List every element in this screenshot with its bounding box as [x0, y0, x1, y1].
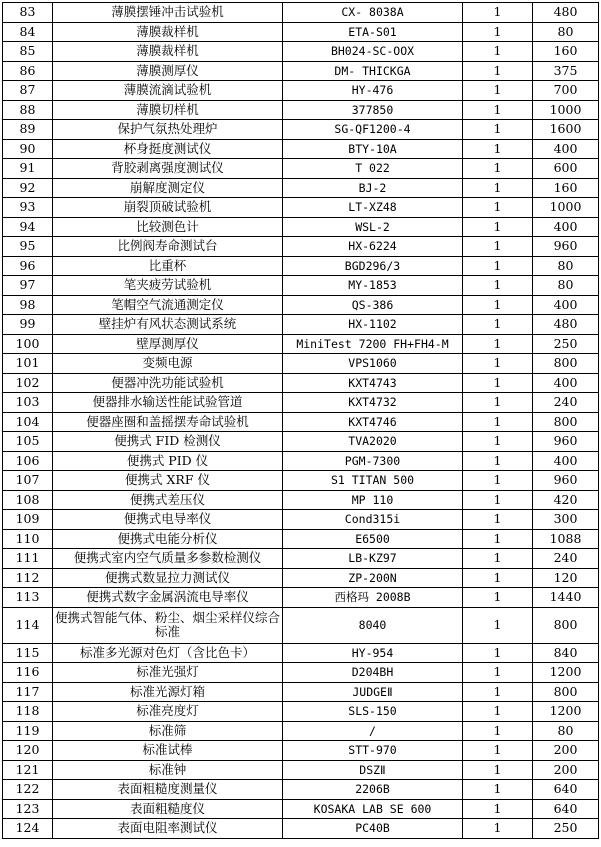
model-cell: LT-XZ48 [283, 198, 463, 218]
row-number-cell: 103 [3, 393, 53, 413]
model-cell: E6500 [283, 529, 463, 549]
price-cell: 160 [533, 42, 599, 62]
model-cell: BTY-10A [283, 139, 463, 159]
price-cell: 1000 [533, 100, 599, 120]
table-row [3, 42, 599, 62]
equipment-name-cell: 便携式电导率仪 [53, 510, 283, 530]
price-cell: 1000 [533, 198, 599, 218]
table-row [3, 198, 599, 218]
price-cell: 120 [533, 568, 599, 588]
price-cell: 800 [533, 607, 599, 643]
price-cell: 400 [533, 451, 599, 471]
equipment-name-cell: 便器座圈和盖摇摆寿命试验机 [53, 412, 283, 432]
price-cell: 200 [533, 741, 599, 761]
price-cell: 200 [533, 760, 599, 780]
quantity-cell: 1 [463, 393, 533, 413]
model-cell: WSL-2 [283, 217, 463, 237]
equipment-table [2, 2, 599, 839]
quantity-cell: 1 [463, 42, 533, 62]
table-row [3, 217, 599, 237]
table-row [3, 159, 599, 179]
model-cell: T 022 [283, 159, 463, 179]
row-number-cell: 113 [3, 588, 53, 608]
table-row [3, 354, 599, 374]
quantity-cell: 1 [463, 256, 533, 276]
row-number-cell: 88 [3, 100, 53, 120]
price-cell: 240 [533, 549, 599, 569]
equipment-name-cell: 便携式 PID 仪 [53, 451, 283, 471]
model-cell: DM- THICKGA [283, 61, 463, 81]
equipment-name-cell: 便携式电能分析仪 [53, 529, 283, 549]
row-number-cell: 111 [3, 549, 53, 569]
equipment-name-cell: 壁厚测厚仪 [53, 334, 283, 354]
row-number-cell: 117 [3, 682, 53, 702]
quantity-cell: 1 [463, 100, 533, 120]
model-cell: BJ-2 [283, 178, 463, 198]
quantity-cell: 1 [463, 334, 533, 354]
quantity-cell: 1 [463, 682, 533, 702]
model-cell: 2206B [283, 780, 463, 800]
table-row [3, 799, 599, 819]
table-row [3, 61, 599, 81]
quantity-cell: 1 [463, 237, 533, 257]
quantity-cell: 1 [463, 819, 533, 839]
row-number-cell: 95 [3, 237, 53, 257]
quantity-cell: 1 [463, 510, 533, 530]
model-cell: MP 110 [283, 490, 463, 510]
model-cell: PC40B [283, 819, 463, 839]
equipment-name-cell: 薄膜裁样机 [53, 42, 283, 62]
model-cell: / [283, 721, 463, 741]
row-number-cell: 89 [3, 120, 53, 140]
table-row [3, 276, 599, 296]
price-cell: 960 [533, 432, 599, 452]
price-cell: 1088 [533, 529, 599, 549]
price-cell: 1440 [533, 588, 599, 608]
row-number-cell: 96 [3, 256, 53, 276]
model-cell: 8040 [283, 607, 463, 643]
row-number-cell: 104 [3, 412, 53, 432]
quantity-cell: 1 [463, 799, 533, 819]
quantity-cell: 1 [463, 702, 533, 722]
price-cell: 300 [533, 510, 599, 530]
quantity-cell: 1 [463, 412, 533, 432]
row-number-cell: 114 [3, 607, 53, 643]
model-cell: HY-954 [283, 643, 463, 663]
price-cell: 375 [533, 61, 599, 81]
table-row [3, 510, 599, 530]
price-cell: 700 [533, 81, 599, 101]
price-cell: 400 [533, 139, 599, 159]
equipment-name-cell: 比例阀寿命测试台 [53, 237, 283, 257]
quantity-cell: 1 [463, 159, 533, 179]
equipment-name-cell: 标准试棒 [53, 741, 283, 761]
model-cell: TVA2020 [283, 432, 463, 452]
quantity-cell: 1 [463, 588, 533, 608]
table-row [3, 588, 599, 608]
quantity-cell: 1 [463, 178, 533, 198]
table-row [3, 663, 599, 683]
quantity-cell: 1 [463, 432, 533, 452]
price-cell: 1200 [533, 702, 599, 722]
model-cell: KXT4743 [283, 373, 463, 393]
equipment-name-cell: 便携式差压仪 [53, 490, 283, 510]
table-row [3, 120, 599, 140]
quantity-cell: 1 [463, 780, 533, 800]
quantity-cell: 1 [463, 741, 533, 761]
price-cell: 600 [533, 159, 599, 179]
equipment-name-cell: 便携式数字金属涡流电导率仪 [53, 588, 283, 608]
quantity-cell: 1 [463, 529, 533, 549]
equipment-name-cell: 笔帽空气流通测定仪 [53, 295, 283, 315]
model-cell: SG-QF1200-4 [283, 120, 463, 140]
row-number-cell: 91 [3, 159, 53, 179]
table-row [3, 373, 599, 393]
model-cell: 377850 [283, 100, 463, 120]
equipment-name-cell: 便携式智能气体、粉尘、烟尘采样仪综合标准 [53, 607, 283, 643]
model-cell: HY-476 [283, 81, 463, 101]
quantity-cell: 1 [463, 61, 533, 81]
equipment-name-cell: 薄膜测厚仪 [53, 61, 283, 81]
row-number-cell: 107 [3, 471, 53, 491]
model-cell: PGM-7300 [283, 451, 463, 471]
equipment-name-cell: 表面粗糙度测量仪 [53, 780, 283, 800]
equipment-name-cell: 笔夹疲劳试验机 [53, 276, 283, 296]
row-number-cell: 102 [3, 373, 53, 393]
equipment-name-cell: 保护气氛热处理炉 [53, 120, 283, 140]
table-row [3, 451, 599, 471]
price-cell: 800 [533, 354, 599, 374]
equipment-name-cell: 便携式数显拉力测试仪 [53, 568, 283, 588]
row-number-cell: 100 [3, 334, 53, 354]
row-number-cell: 112 [3, 568, 53, 588]
quantity-cell: 1 [463, 295, 533, 315]
equipment-name-cell: 便携式 XRF 仪 [53, 471, 283, 491]
price-cell: 960 [533, 237, 599, 257]
model-cell: DSZⅡ [283, 760, 463, 780]
quantity-cell: 1 [463, 217, 533, 237]
model-cell: QS-386 [283, 295, 463, 315]
quantity-cell: 1 [463, 354, 533, 374]
equipment-table-body [3, 3, 599, 839]
row-number-cell: 83 [3, 3, 53, 23]
quantity-cell: 1 [463, 760, 533, 780]
equipment-name-cell: 背胶剥离强度测试仪 [53, 159, 283, 179]
price-cell: 400 [533, 295, 599, 315]
row-number-cell: 123 [3, 799, 53, 819]
row-number-cell: 97 [3, 276, 53, 296]
row-number-cell: 119 [3, 721, 53, 741]
price-cell: 80 [533, 22, 599, 42]
row-number-cell: 98 [3, 295, 53, 315]
model-cell: STT-970 [283, 741, 463, 761]
table-row [3, 412, 599, 432]
row-number-cell: 94 [3, 217, 53, 237]
model-cell: SLS-150 [283, 702, 463, 722]
price-cell: 480 [533, 315, 599, 335]
equipment-name-cell: 薄膜流滴试验机 [53, 81, 283, 101]
price-cell: 240 [533, 393, 599, 413]
table-row [3, 178, 599, 198]
quantity-cell: 1 [463, 3, 533, 23]
quantity-cell: 1 [463, 451, 533, 471]
quantity-cell: 1 [463, 120, 533, 140]
quantity-cell: 1 [463, 22, 533, 42]
equipment-name-cell: 便器冲洗功能试验机 [53, 373, 283, 393]
quantity-cell: 1 [463, 568, 533, 588]
table-row [3, 237, 599, 257]
table-row [3, 529, 599, 549]
model-cell: ETA-S01 [283, 22, 463, 42]
table-row [3, 607, 599, 643]
price-cell: 250 [533, 819, 599, 839]
quantity-cell: 1 [463, 276, 533, 296]
table-row [3, 256, 599, 276]
model-cell: BH024-SC-OOX [283, 42, 463, 62]
quantity-cell: 1 [463, 721, 533, 741]
price-cell: 640 [533, 780, 599, 800]
table-row [3, 490, 599, 510]
quantity-cell: 1 [463, 490, 533, 510]
price-cell: 800 [533, 682, 599, 702]
equipment-name-cell: 标准亮度灯 [53, 702, 283, 722]
model-cell: HX-1102 [283, 315, 463, 335]
equipment-name-cell: 标准多光源对色灯（含比色卡） [53, 643, 283, 663]
price-cell: 840 [533, 643, 599, 663]
quantity-cell: 1 [463, 663, 533, 683]
table-row [3, 393, 599, 413]
row-number-cell: 115 [3, 643, 53, 663]
equipment-name-cell: 表面粗糙度仪 [53, 799, 283, 819]
quantity-cell: 1 [463, 607, 533, 643]
row-number-cell: 87 [3, 81, 53, 101]
price-cell: 400 [533, 217, 599, 237]
model-cell: MiniTest 7200 FH+FH4-M [283, 334, 463, 354]
quantity-cell: 1 [463, 643, 533, 663]
table-row [3, 741, 599, 761]
equipment-name-cell: 变频电源 [53, 354, 283, 374]
equipment-name-cell: 表面电阻率测试仪 [53, 819, 283, 839]
quantity-cell: 1 [463, 198, 533, 218]
equipment-name-cell: 薄膜切样机 [53, 100, 283, 120]
row-number-cell: 110 [3, 529, 53, 549]
quantity-cell: 1 [463, 471, 533, 491]
row-number-cell: 106 [3, 451, 53, 471]
row-number-cell: 108 [3, 490, 53, 510]
row-number-cell: 121 [3, 760, 53, 780]
price-cell: 640 [533, 799, 599, 819]
table-row [3, 760, 599, 780]
price-cell: 800 [533, 412, 599, 432]
equipment-name-cell: 标准光强灯 [53, 663, 283, 683]
model-cell: 西格玛 2008B [283, 588, 463, 608]
table-row [3, 643, 599, 663]
price-cell: 480 [533, 3, 599, 23]
table-row [3, 81, 599, 101]
price-cell: 1200 [533, 663, 599, 683]
quantity-cell: 1 [463, 139, 533, 159]
model-cell: VPS1060 [283, 354, 463, 374]
price-cell: 400 [533, 373, 599, 393]
row-number-cell: 122 [3, 780, 53, 800]
price-cell: 80 [533, 276, 599, 296]
table-row [3, 432, 599, 452]
price-cell: 80 [533, 721, 599, 741]
equipment-name-cell: 便器排水输送性能试验管道 [53, 393, 283, 413]
model-cell: D204BH [283, 663, 463, 683]
equipment-name-cell: 崩裂顶破试验机 [53, 198, 283, 218]
quantity-cell: 1 [463, 315, 533, 335]
table-row [3, 100, 599, 120]
model-cell: JUDGEⅡ [283, 682, 463, 702]
row-number-cell: 86 [3, 61, 53, 81]
equipment-name-cell: 薄膜裁样机 [53, 22, 283, 42]
equipment-name-cell: 崩解度测定仪 [53, 178, 283, 198]
model-cell: CX- 8038A [283, 3, 463, 23]
row-number-cell: 109 [3, 510, 53, 530]
quantity-cell: 1 [463, 81, 533, 101]
equipment-name-cell: 标准筛 [53, 721, 283, 741]
quantity-cell: 1 [463, 549, 533, 569]
table-row [3, 702, 599, 722]
quantity-cell: 1 [463, 373, 533, 393]
price-cell: 250 [533, 334, 599, 354]
model-cell: KXT4746 [283, 412, 463, 432]
row-number-cell: 118 [3, 702, 53, 722]
row-number-cell: 105 [3, 432, 53, 452]
row-number-cell: 92 [3, 178, 53, 198]
model-cell: BGD296/3 [283, 256, 463, 276]
equipment-name-cell: 标准光源灯箱 [53, 682, 283, 702]
table-row [3, 3, 599, 23]
equipment-name-cell: 便携式 FID 检测仪 [53, 432, 283, 452]
row-number-cell: 84 [3, 22, 53, 42]
model-cell: HX-6224 [283, 237, 463, 257]
row-number-cell: 120 [3, 741, 53, 761]
equipment-name-cell: 比重杯 [53, 256, 283, 276]
price-cell: 1600 [533, 120, 599, 140]
equipment-name-cell: 杯身挺度测试仪 [53, 139, 283, 159]
model-cell: Cond315i [283, 510, 463, 530]
price-cell: 420 [533, 490, 599, 510]
row-number-cell: 85 [3, 42, 53, 62]
table-row [3, 549, 599, 569]
table-row [3, 334, 599, 354]
table-row [3, 315, 599, 335]
equipment-name-cell: 比较测色计 [53, 217, 283, 237]
table-row [3, 780, 599, 800]
equipment-name-cell: 薄膜摆锤冲击试验机 [53, 3, 283, 23]
row-number-cell: 101 [3, 354, 53, 374]
model-cell: KOSAKA LAB SE 600 [283, 799, 463, 819]
price-cell: 160 [533, 178, 599, 198]
table-row [3, 139, 599, 159]
price-cell: 960 [533, 471, 599, 491]
row-number-cell: 93 [3, 198, 53, 218]
equipment-name-cell: 便携式室内空气质量多参数检测仪 [53, 549, 283, 569]
model-cell: KXT4732 [283, 393, 463, 413]
model-cell: ZP-200N [283, 568, 463, 588]
price-cell: 80 [533, 256, 599, 276]
row-number-cell: 116 [3, 663, 53, 683]
table-row [3, 568, 599, 588]
table-row [3, 471, 599, 491]
table-row [3, 721, 599, 741]
model-cell: LB-KZ97 [283, 549, 463, 569]
table-row [3, 682, 599, 702]
equipment-name-cell: 壁挂炉有风状态测试系统 [53, 315, 283, 335]
model-cell: MY-1853 [283, 276, 463, 296]
table-row [3, 295, 599, 315]
equipment-name-cell: 标准钟 [53, 760, 283, 780]
table-row [3, 819, 599, 839]
model-cell: S1 TITAN 500 [283, 471, 463, 491]
table-row [3, 22, 599, 42]
row-number-cell: 99 [3, 315, 53, 335]
row-number-cell: 90 [3, 139, 53, 159]
row-number-cell: 124 [3, 819, 53, 839]
